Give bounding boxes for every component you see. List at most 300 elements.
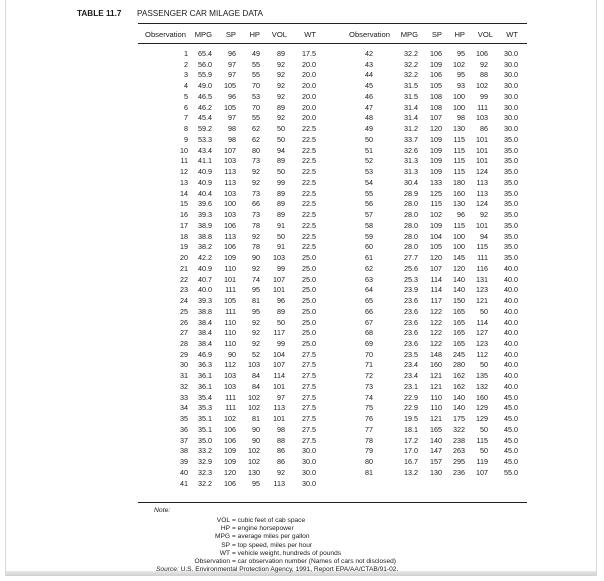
cell-sp: 106 [224,424,236,434]
cell-wt: 25.0 [302,338,316,348]
cell-wt: 35.0 [504,177,518,187]
cell-sp: 113 [224,177,236,187]
cell-mpg: 32.2 [404,59,418,69]
cell-vol: 101 [476,220,488,230]
cell-wt: 45.0 [504,435,518,445]
cell-vol: 101 [476,145,488,155]
cell-vol: 89 [277,102,285,112]
cell-mpg: 32.3 [198,467,212,477]
cell-vol: 98 [277,424,285,434]
cell-observation: 61 [365,253,373,263]
cell-mpg: 33.7 [404,134,418,144]
cell-mpg: 25.3 [404,274,418,284]
cell-mpg: 23.6 [404,306,418,316]
cell-wt: 25.0 [302,274,316,284]
cell-mpg: 31.2 [404,124,418,134]
header-right-vol: VOL [477,30,493,39]
cell-mpg: 40.7 [198,274,212,284]
cell-sp: 106 [224,220,236,230]
cell-wt: 40.0 [504,381,518,391]
note-value: = engine horsepower [232,525,294,533]
cell-sp: 101 [224,274,236,284]
cell-hp: 93 [457,81,465,91]
cell-sp: 109 [430,156,442,166]
cell-vol: 99 [480,91,488,101]
cell-observation: 27 [180,328,188,338]
cell-wt: 35.0 [504,199,518,209]
cell-hp: 55 [252,113,260,123]
cell-mpg: 28.0 [404,242,418,252]
cell-hp: 140 [453,403,465,413]
cell-sp: 103 [224,210,236,220]
cell-observation: 45 [365,81,373,91]
cell-wt: 40.0 [504,285,518,295]
cell-sp: 108 [430,91,442,101]
cell-vol: 121 [476,296,488,306]
cell-sp: 109 [430,59,442,69]
cell-observation: 76 [365,414,373,424]
cell-sp: 106 [224,242,236,252]
cell-vol: 99 [277,263,285,273]
cell-sp: 103 [224,188,236,198]
cell-observation: 52 [365,156,373,166]
cell-observation: 78 [365,435,373,445]
cell-hp: 62 [252,124,260,134]
cell-wt: 22.5 [302,220,316,230]
cell-hp: 70 [252,81,260,91]
cell-hp: 165 [453,338,465,348]
cell-sp: 111 [225,285,236,295]
cell-mpg: 22.9 [404,403,418,413]
cell-wt: 35.0 [504,134,518,144]
table-caption [77,9,263,18]
cell-observation: 63 [365,274,373,284]
cell-sp: 120 [430,253,442,263]
cell-vol: 106 [476,49,488,58]
cell-observation: 8 [184,124,188,134]
note-value: = top speed, miles per hour [232,541,313,549]
cell-vol: 113 [476,177,488,187]
cell-observation: 20 [180,253,188,263]
cell-observation: 44 [365,70,373,80]
cell-observation: 81 [365,467,373,477]
cell-vol: 101 [476,134,488,144]
cell-hp: 84 [252,371,260,381]
cell-vol: 89 [277,49,285,58]
cell-observation: 35 [180,414,188,424]
cell-mpg: 38.9 [198,220,212,230]
cell-hp: 84 [252,381,260,391]
cell-vol: 135 [476,371,488,381]
cell-vol: 99 [277,177,285,187]
cell-vol: 101 [273,285,285,295]
cell-sp: 125 [430,188,442,198]
cell-vol: 89 [277,156,285,166]
cell-hp: 115 [453,156,465,166]
cell-mpg: 39.3 [198,296,212,306]
cell-hp: 52 [252,349,260,359]
cell-sp: 105 [224,296,236,306]
cell-vol: 129 [476,403,488,413]
cell-vol: 116 [476,263,488,273]
cell-hp: 140 [453,274,465,284]
note-key: WT [219,549,230,557]
cell-vol: 124 [476,167,488,177]
cell-hp: 78 [252,242,260,252]
cell-observation: 72 [365,371,373,381]
cell-mpg: 40.4 [198,188,212,198]
cell-observation: 49 [365,124,373,134]
header-rule [138,43,527,44]
cell-hp: 55 [252,59,260,69]
cell-sp: 103 [224,371,236,381]
cell-vol: 101 [476,156,488,166]
cell-sp: 121 [430,414,442,424]
cell-observation: 43 [365,59,373,69]
cell-hp: 322 [453,424,465,434]
cell-hp: 102 [248,403,260,413]
cell-wt: 30.0 [302,446,316,456]
cell-observation: 3 [184,70,188,80]
cell-mpg: 32.2 [404,70,418,80]
header-right-hp: HP [454,30,465,39]
cell-observation: 51 [365,145,373,155]
cell-wt: 25.0 [302,263,316,273]
cell-hp: 165 [453,306,465,316]
cell-sp: 122 [430,338,442,348]
cell-mpg: 55.9 [198,70,212,80]
cell-wt: 40.0 [504,349,518,359]
cell-hp: 100 [453,231,465,241]
cell-vol: 86 [480,124,488,134]
cell-wt: 25.0 [302,285,316,295]
header-left-observation: Observation [145,30,186,39]
cell-mpg: 38.4 [198,317,212,327]
cell-observation: 9 [184,134,188,144]
cell-vol: 86 [277,457,285,467]
cell-mpg: 38.8 [198,306,212,316]
cell-sp: 90 [228,349,236,359]
cell-mpg: 46.2 [198,102,212,112]
cell-sp: 96 [228,91,236,101]
cell-vol: 101 [273,381,285,391]
cell-mpg: 31.4 [404,102,418,112]
cell-sp: 105 [224,81,236,91]
cell-mpg: 39.6 [198,199,212,209]
cell-mpg: 40.9 [198,263,212,273]
cell-observation: 22 [180,274,188,284]
cell-mpg: 31.5 [404,91,418,101]
cell-mpg: 19.5 [404,414,418,424]
cell-sp: 100 [224,199,236,209]
cell-hp: 238 [453,435,465,445]
cell-mpg: 23.6 [404,338,418,348]
cell-hp: 95 [457,49,465,58]
cell-mpg: 65.4 [198,49,212,58]
cell-hp: 102 [248,446,260,456]
cell-sp: 113 [224,231,236,241]
cell-wt: 30.0 [504,70,518,80]
cell-sp: 109 [430,145,442,155]
cell-mpg: 35.0 [198,435,212,445]
cell-sp: 96 [228,49,236,58]
cell-wt: 22.5 [302,210,316,220]
cell-hp: 70 [252,102,260,112]
cell-wt: 22.5 [302,145,316,155]
cell-vol: 114 [273,371,285,381]
cell-sp: 104 [430,231,442,241]
cell-wt: 20.0 [302,91,316,101]
cell-wt: 20.0 [302,70,316,80]
cell-mpg: 35.4 [198,392,212,402]
cell-observation: 64 [365,285,373,295]
cell-vol: 119 [476,457,488,467]
cell-observation: 30 [180,360,188,370]
cell-wt: 35.0 [504,210,518,220]
cell-vol: 107 [273,360,285,370]
cell-vol: 89 [277,306,285,316]
cell-hp: 92 [252,231,260,241]
cell-observation: 25 [180,306,188,316]
cell-observation: 67 [365,317,373,327]
table-title: PASSENGER CAR MILAGE DATA [137,9,264,18]
cell-wt: 22.5 [302,231,316,241]
header-right-observation: Observation [349,30,390,39]
cell-mpg: 17.2 [404,435,418,445]
cell-sp: 108 [430,102,442,112]
cell-wt: 27.5 [302,414,316,424]
cell-wt: 27.5 [302,349,316,359]
cell-observation: 26 [180,317,188,327]
cell-hp: 102 [248,392,260,402]
cell-sp: 165 [430,424,442,434]
cell-mpg: 56.0 [198,59,212,69]
cell-hp: 115 [453,134,465,144]
cell-sp: 109 [430,134,442,144]
cell-wt: 22.5 [302,124,316,134]
cell-observation: 62 [365,263,373,273]
cell-vol: 50 [277,134,285,144]
cell-observation: 28 [180,338,188,348]
cell-sp: 106 [224,435,236,445]
cell-hp: 175 [453,414,465,424]
cell-wt: 27.5 [302,435,316,445]
cell-observation: 1 [184,49,188,58]
cell-wt: 27.5 [302,424,316,434]
cell-observation: 41 [180,478,188,488]
cell-sp: 110 [430,403,442,413]
cell-mpg: 41.1 [198,156,212,166]
cell-sp: 112 [224,360,236,370]
cell-wt: 17.5 [302,49,316,58]
cell-sp: 97 [228,113,236,123]
cell-sp: 148 [430,349,442,359]
cell-hp: 80 [252,145,260,155]
cell-hp: 78 [252,220,260,230]
cell-sp: 103 [224,381,236,391]
cell-observation: 57 [365,210,373,220]
cell-mpg: 33.2 [198,446,212,456]
note-key: VOL [216,517,230,524]
cell-hp: 115 [453,167,465,177]
cell-mpg: 38.4 [198,338,212,348]
cell-wt: 40.0 [504,263,518,273]
cell-wt: 22.5 [302,134,316,144]
cell-observation: 23 [180,285,188,295]
cell-sp: 105 [430,81,442,91]
note-value: = cubic feet of cab space [232,517,306,524]
cell-mpg: 31.3 [404,167,418,177]
cell-observation: 36 [180,424,188,434]
cell-hp: 95 [252,478,260,488]
cell-hp: 90 [252,435,260,445]
cell-observation: 79 [365,446,373,456]
note-key: Observation [194,558,230,565]
cell-observation: 7 [184,113,188,123]
cell-vol: 91 [277,220,285,230]
cell-sp: 105 [430,242,442,252]
cell-observation: 18 [180,231,188,241]
cell-wt: 45.0 [504,424,518,434]
cell-sp: 114 [430,285,442,295]
cell-vol: 50 [480,424,488,434]
source-label: Source: [156,566,179,573]
cell-observation: 38 [180,446,188,456]
cell-observation: 55 [365,188,373,198]
cell-hp: 130 [248,467,260,477]
cell-observation: 50 [365,134,373,144]
cell-observation: 77 [365,424,373,434]
cell-hp: 263 [453,446,465,456]
bottom-rule [138,502,527,503]
cell-hp: 92 [252,338,260,348]
cell-sp: 122 [430,306,442,316]
cell-wt: 35.0 [504,231,518,241]
cell-wt: 25.0 [302,317,316,327]
cell-sp: 117 [430,296,442,306]
cell-vol: 92 [277,91,285,101]
cell-wt: 30.0 [504,113,518,123]
header-right-mpg: MPG [400,30,418,39]
cell-wt: 25.0 [302,253,316,263]
cell-hp: 92 [252,317,260,327]
cell-hp: 165 [453,317,465,327]
cell-wt: 55.0 [504,467,518,477]
cell-observation: 70 [365,349,373,359]
cell-mpg: 28.0 [404,231,418,241]
note-value: = average miles per gallon [232,533,310,541]
cell-sp: 98 [228,124,236,134]
cell-wt: 30.0 [504,124,518,134]
cell-mpg: 18.1 [404,424,418,434]
cell-sp: 102 [430,210,442,220]
cell-wt: 22.5 [302,188,316,198]
cell-observation: 42 [365,49,373,58]
cell-mpg: 28.0 [404,199,418,209]
cell-sp: 160 [430,360,442,370]
cell-wt: 25.0 [302,306,316,316]
cell-observation: 31 [180,371,188,381]
cell-wt: 45.0 [504,392,518,402]
cell-vol: 92 [480,59,488,69]
cell-vol: 99 [277,338,285,348]
cell-mpg: 59.2 [198,124,212,134]
cell-hp: 130 [453,124,465,134]
cell-observation: 54 [365,177,373,187]
cell-vol: 113 [273,478,285,488]
cell-mpg: 30.4 [404,177,418,187]
cell-wt: 40.0 [504,317,518,327]
cell-hp: 92 [252,177,260,187]
cell-sp: 103 [224,156,236,166]
cell-vol: 123 [476,285,488,295]
top-rule [138,23,527,24]
cell-vol: 160 [476,392,488,402]
cell-mpg: 31.4 [404,113,418,123]
cell-observation: 48 [365,113,373,123]
cell-observation: 32 [180,381,188,391]
cell-wt: 22.5 [302,199,316,209]
cell-wt: 27.5 [302,371,316,381]
cell-vol: 107 [476,467,488,477]
cell-observation: 14 [180,188,188,198]
cell-wt: 30.0 [302,478,316,488]
cell-vol: 91 [277,242,285,252]
cell-observation: 71 [365,360,373,370]
cell-hp: 100 [453,242,465,252]
cell-observation: 15 [180,199,188,209]
cell-wt: 35.0 [504,242,518,252]
cell-wt: 30.0 [302,467,316,477]
cell-mpg: 42.2 [198,253,212,263]
cell-mpg: 49.0 [198,81,212,91]
cell-hp: 160 [453,188,465,198]
cell-sp: 107 [430,113,442,123]
cell-vol: 92 [277,70,285,80]
cell-vol: 97 [277,392,285,402]
cell-sp: 133 [430,177,442,187]
cell-vol: 115 [476,242,488,252]
cell-vol: 92 [277,81,285,91]
cell-wt: 22.5 [302,177,316,187]
cell-hp: 102 [453,59,465,69]
cell-sp: 111 [225,392,236,402]
cell-vol: 88 [480,70,488,80]
cell-hp: 53 [252,91,260,101]
cell-hp: 103 [248,360,260,370]
cell-wt: 22.5 [302,156,316,166]
cell-hp: 295 [453,457,465,467]
cell-mpg: 23.4 [404,360,418,370]
cell-wt: 35.0 [504,167,518,177]
cell-wt: 35.0 [504,253,518,263]
cell-wt: 35.0 [504,156,518,166]
cell-vol: 92 [480,210,488,220]
cell-observation: 12 [180,167,188,177]
cell-vol: 103 [273,253,285,263]
cell-vol: 114 [476,317,488,327]
cell-mpg: 31.3 [404,156,418,166]
cell-observation: 53 [365,167,373,177]
cell-hp: 66 [252,199,260,209]
cell-observation: 66 [365,306,373,316]
cell-hp: 162 [453,371,465,381]
cell-vol: 124 [476,199,488,209]
cell-vol: 92 [277,467,285,477]
cell-wt: 40.0 [504,274,518,284]
cell-sp: 105 [224,102,236,112]
cell-wt: 27.5 [302,392,316,402]
